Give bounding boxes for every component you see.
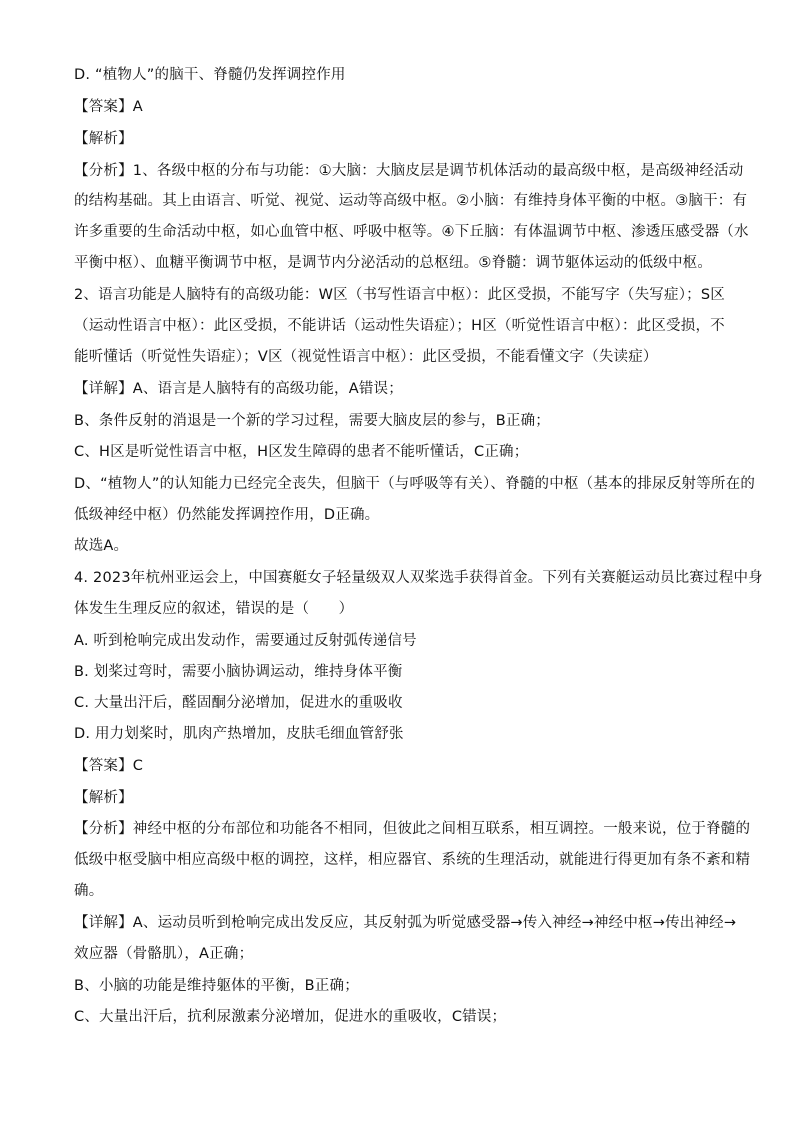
- analysis-text-line: 2、语言功能是人脑特有的高级功能：W区（书写性语言中枢）：此区受损，不能写字（失写症）；S区: [74, 287, 725, 303]
- detail-text-line: C、大量出汗后，抗利尿激素分泌增加，促进水的重吸收，C错误；: [74, 1009, 507, 1025]
- analysis-heading-q3: 【解析】: [74, 131, 133, 147]
- choose-answer-q3: 故选A。: [74, 538, 129, 554]
- analysis-text-line: 平衡中枢）、血糖平衡调节中枢，是调节内分泌活动的总枢纽。⑤脊髓：调节躯体运动的低级中枢。: [74, 255, 713, 271]
- answer-q4: 【答案】C: [74, 758, 144, 774]
- detail-text-line: 【详解】A、语言是人脑特有的高级功能，A错误；: [74, 381, 403, 397]
- analysis-text-line: 的结构基础。其上由语言、听觉、视觉、运动等高级中枢。②小脑：有维持身体平衡的中枢。③脑干：有: [74, 193, 748, 209]
- detail-text-line: B、条件反射的消退是一个新的学习过程，需要大脑皮层的参与，B正确；: [74, 413, 550, 429]
- answer-q3: 【答案】A: [74, 99, 143, 115]
- analysis-text-line: 【分析】神经中枢的分布部位和功能各不相同，但彼此之间相互联系，相互调控。一般来说，位于脊髓的: [74, 821, 751, 837]
- analysis-text-line: 【分析】1、各级中枢的分布与功能：①大脑：大脑皮层是调节机体活动的最高级中枢，是高级神经活动: [74, 163, 744, 179]
- analysis-text-line: 能听懂话（听觉性失语症）；V区（视觉性语言中枢）：此区受损，不能看懂文字（失读症）: [74, 349, 658, 365]
- detail-text-line: 效应器（骨骼肌），A正确；: [74, 946, 254, 962]
- question-4-stem: 4. 2023年杭州亚运会上，中国赛艇女子轻量级双人双桨选手获得首金。下列有关赛艇运动员比赛过程中身: [74, 570, 763, 586]
- option-d-q3: D. “植物人”的脑干、脊髓仍发挥调控作用: [74, 67, 346, 83]
- detail-text-line: C、H区是听觉性语言中枢，H区发生障碍的患者不能听懂话，C正确；: [74, 444, 529, 460]
- analysis-text-line: 确。: [74, 883, 104, 899]
- detail-text-line: B、小脑的功能是维持躯体的平衡，B正确；: [74, 978, 359, 994]
- analysis-text-line: （运动性语言中枢）：此区受损，不能讲话（运动性失语症）；H区（听觉性语言中枢）：此区受损，不: [74, 318, 725, 334]
- detail-text-line: D、“植物人”的认知能力已经完全丧失，但脑干（与呼吸等有关）、脊髓的中枢（基本的排尿反射等所在的: [74, 476, 756, 492]
- analysis-text-line: 低级中枢受脑中相应高级中枢的调控，这样，相应器官、系统的生理活动，就能进行得更加有条不紊和精: [74, 852, 751, 868]
- detail-text-line: 【详解】A、运动员听到枪响完成出发反应，其反射弧为听觉感受器→传入神经→神经中枢→传出神经→: [74, 915, 737, 931]
- detail-text-line: 低级神经中枢）仍然能发挥调控作用，D正确。: [74, 507, 380, 523]
- analysis-heading-q4: 【解析】: [74, 790, 133, 806]
- question-4-stem: 体发生生理反应的叙述，错误的是（ ）: [74, 601, 354, 617]
- option-b-q4: B. 划桨过弯时，需要小脑协调运动，维持身体平衡: [74, 664, 403, 680]
- option-a-q4: A. 听到枪响完成出发动作，需要通过反射弧传递信号: [74, 633, 417, 649]
- analysis-text-line: 许多重要的生命活动中枢，如心血管中枢、呼吸中枢等。④下丘脑：有体温调节中枢、渗透压感受器（水: [74, 224, 749, 240]
- option-c-q4: C. 大量出汗后，醛固酮分泌增加，促进水的重吸收: [74, 695, 403, 711]
- option-d-q4: D. 用力划桨时，肌肉产热增加，皮肤毛细血管舒张: [74, 726, 404, 742]
